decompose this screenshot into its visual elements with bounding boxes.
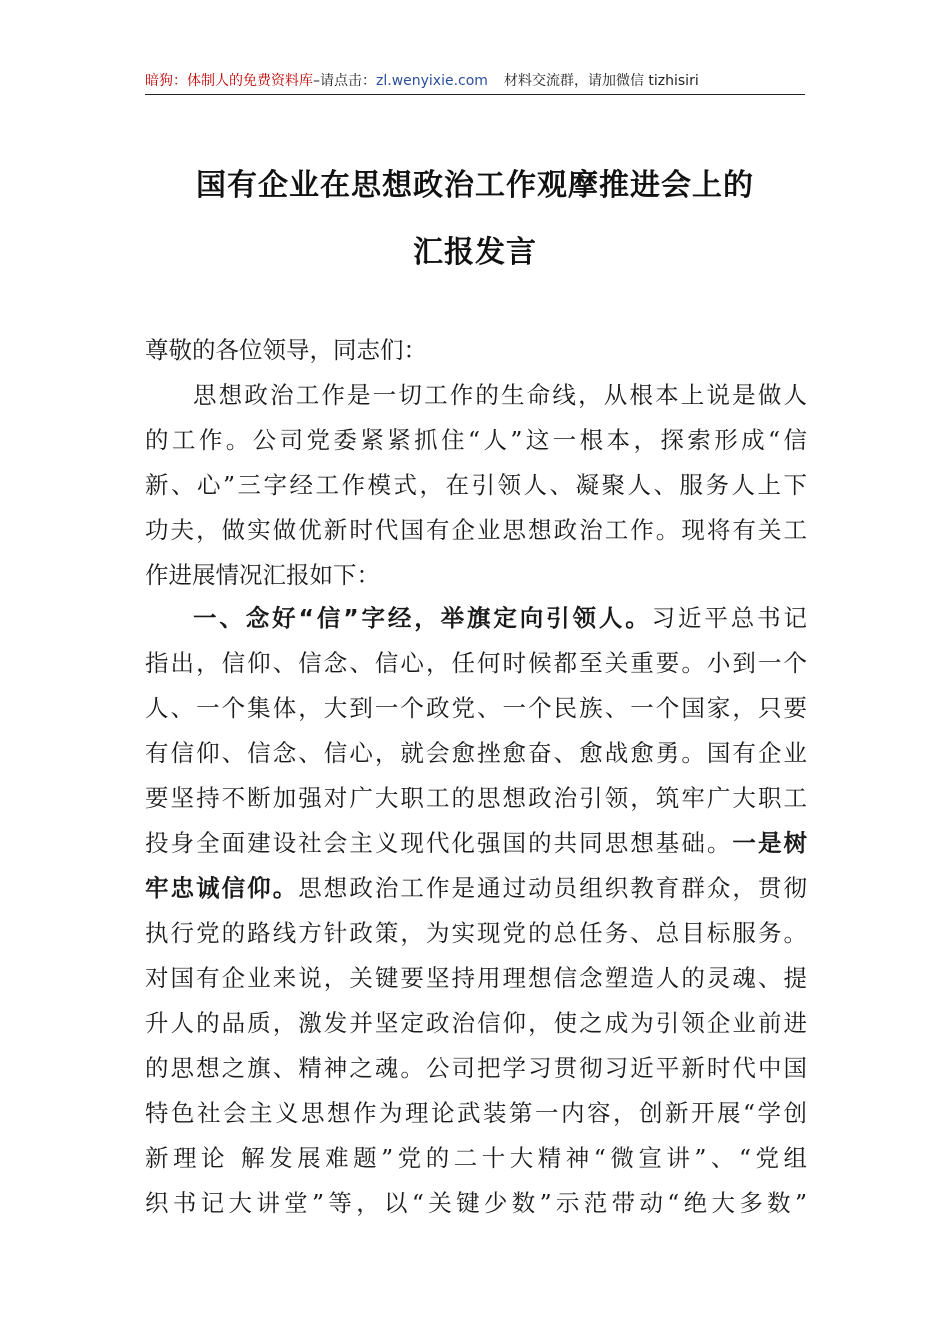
site-link[interactable]: zl.wenyixie.com [376, 73, 488, 89]
paragraph-line: 的思想之旗、精神之魂。公司把学习贯彻习近平新时代中国 [145, 1054, 807, 1082]
paragraph-line: 作进展情况汇报如下： [145, 561, 380, 589]
click-prompt: –请点击： [313, 73, 376, 89]
paragraph-line: 执行党的路线方针政策，为实现党的总任务、总目标服务。 [145, 919, 807, 947]
paragraph-line-with-heading [145, 873, 807, 903]
point-1-heading-a: 一是树 [732, 829, 808, 857]
group-note: 材料交流群，请加微信 tizhisiri [503, 73, 699, 89]
paragraph-line: 升人的品质，激发并坚定政治信仰，使之成为引领企业前进 [145, 1009, 807, 1037]
paragraph-line: 有信仰、信念、信心，就会愈挫愈奋、愈战愈勇。国有企业 [145, 739, 807, 767]
point-1-text: 思想政治工作是通过动员组织教育群众，贯彻 [298, 874, 808, 902]
paragraph-line: 思想政治工作是一切工作的生命线，从根本上说是做人 [193, 381, 807, 409]
paragraph-line: 人、一个集体，大到一个政党、一个民族、一个国家，只要 [145, 694, 807, 722]
paragraph-line: 新理论 解发展难题”党的二十大精神“微宣讲”、“党组 [145, 1144, 807, 1172]
document-title-line-1: 国有企业在思想政治工作观摩推进会上的 [196, 168, 754, 203]
section-1-text: 习近平总书记 [651, 604, 808, 632]
paragraph-line: 新、心”三字经工作模式，在引领人、凝聚人、服务人上下 [145, 471, 807, 499]
paragraph-line: 特色社会主义思想作为理论武装第一内容，创新开展“学创 [145, 1099, 807, 1127]
section-1-heading: 一、念好“信”字经，举旗定向引领人。 [193, 604, 652, 632]
paragraph-line: 的工作。公司党委紧紧抓住“人”这一根本，探索形成“信 [145, 426, 807, 454]
section-1-first-line [193, 603, 807, 633]
point-1-heading-b: 牢忠诚信仰。 [145, 874, 299, 902]
basis-text: 投身全面建设社会主义现代化强国的共同思想基础。 [145, 829, 733, 857]
paragraph-line: 功夫，做实做优新时代国有企业思想政治工作。现将有关工 [145, 516, 807, 544]
paragraph-line: 织书记大讲堂”等，以“关键少数”示范带动“绝大多数” [145, 1189, 807, 1217]
document-title-line-2: 汇报发言 [413, 235, 537, 270]
salutation: 尊敬的各位领导，同志们： [145, 336, 427, 364]
paragraph-line: 要坚持不断加强对广大职工的思想政治引领，筑牢广大职工 [145, 784, 807, 812]
paragraph-line: 对国有企业来说，关键要坚持用理想信念塑造人的灵魂、提 [145, 964, 807, 992]
paragraph-line-with-heading [145, 828, 807, 858]
site-name: 暗狗：体制人的免费资料库 [145, 73, 313, 89]
document-header [145, 70, 805, 95]
paragraph-line: 指出，信仰、信念、信心，任何时候都至关重要。小到一个 [145, 649, 807, 677]
